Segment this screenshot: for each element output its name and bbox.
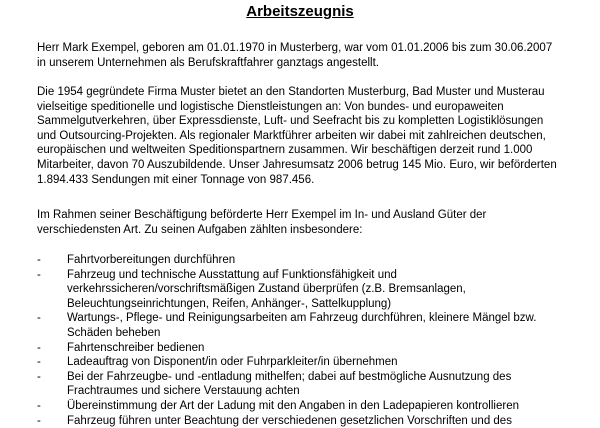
list-item	[37, 355, 557, 370]
task-text: Fahrtvorbereitungen durchführen	[67, 254, 236, 266]
task-text: Wartungs-, Pflege- und Reinigungsarbeiten am Fahrzeug durchführen, kleinere Mängel bzw. Schäden beheben	[67, 312, 537, 339]
list-item	[37, 399, 557, 414]
bullet-dash: -	[37, 414, 41, 427]
bullet-dash: -	[37, 254, 41, 266]
company-paragraph: Die 1954 gegründete Firma Muster bietet an den Standorten Musterburg, Bad Muster und Musterau vielseitige speditionelle und logistische Dienstleistungen an: Von bundes- und europaweiten Sammelgutverkehren, über Expressdienste, Luft- und Seefracht bis zu kompletten Logistiklösungen und Outsourcing-Projekten. Als regionaler Marktführer arbeiten wir dabei mit zahlreichen deutschen, europäischen und weltweiten Speditionspartnern zusammen. Wir beschäftigen derzeit rund 1.000 Mitarbeiter, davon 70 Auszubildende. Unser Jahresumsatz 2006 betrug 145 Mio. Euro, wir beförderten 1.894.433 Sendungen mit einer Tonnage von 987.456.	[37, 86, 557, 186]
task-text: Bei der Fahrzeugbe- und -entladung mithelfen; dabei auf bestmögliche Ausnutzung des Frachtraumes und sichere Verstauung achten	[67, 370, 512, 398]
bullet-dash: -	[37, 312, 41, 325]
task-text: Fahrzeug führen unter Beachtung der verschiedenen gesetzlichen Vorschriften und des	[67, 414, 512, 427]
list-item	[37, 268, 557, 312]
bullet-dash: -	[37, 356, 41, 369]
task-text: Ladeauftrag von Disponent/in oder Fuhrparkleiter/in übernehmen	[67, 356, 398, 369]
task-text: Fahrtenschreiber bedienen	[67, 341, 205, 354]
bullet-dash: -	[37, 341, 41, 354]
list-item	[37, 370, 557, 399]
bullet-dash: -	[37, 399, 41, 412]
list-item	[37, 414, 557, 428]
list-item	[37, 311, 557, 340]
list-item	[37, 253, 557, 268]
bullet-dash: -	[37, 268, 41, 281]
task-text: Übereinstimmung der Art der Ladung mit den Angaben in den Ladepapieren kontrollieren	[67, 399, 519, 412]
task-text: Fahrzeug und technische Ausstattung auf Funktionsfähigkeit und verkehrssicheren/vorschriftsmäßigen Zustand überprüfen (z.B. Bremsanlagen, Beleuchtungseinrichtungen, Reifen, Anhänger-, Sattelkupplung)	[67, 268, 466, 310]
intro-paragraph: Herr Mark Exempel, geboren am 01.01.1970 in Musterberg, war vom 01.01.2006 bis zum 30.06.2007 in unserem Unternehmen als Berufskraftfahrer ganztags angestellt.	[37, 42, 553, 69]
document-title: Arbeitszeugnis	[246, 3, 354, 20]
bullet-dash: -	[37, 370, 41, 383]
task-list	[37, 253, 557, 428]
list-item	[37, 341, 557, 356]
duties-intro-paragraph: Im Rahmen seiner Beschäftigung beförderte Herr Exempel im In- und Ausland Güter der verschiedensten Art. Zu seinen Aufgaben zählten insbesondere:	[37, 209, 487, 236]
